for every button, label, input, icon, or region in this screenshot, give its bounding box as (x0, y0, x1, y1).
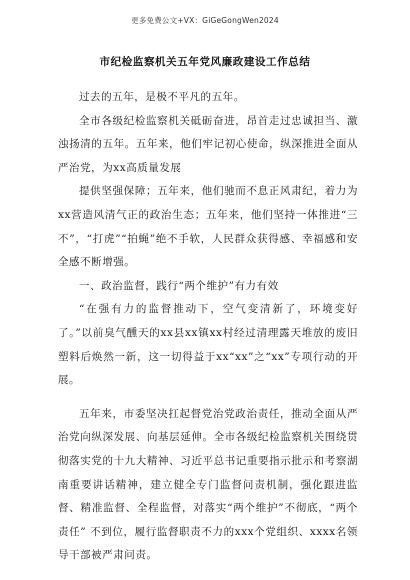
document-title: 市纪检监察机关五年党风廉政建设工作总结 (99, 56, 311, 68)
header-note: 更多免费公文+VX：GiGeGongWen2024 (131, 16, 279, 25)
paragraph-accountability: 五年来，市委坚决扛起督党治党政治责任，推动全面从严治党向纵深发展、向基层延伸。全市各级纪检监察机关围绕贯彻落实党的十九大精神、习近平总书记重要指示批示和考察湖南重要讲话精神，建立健全专门监督问责机制，强化跟进监督、精准监督、全程监督，对落实“两个维护”不彻底，“两个责任” 不到位，履行监督职责不力的xxx个党组织、xxxx名领导干部被严肃问责。 (58, 407, 358, 562)
paragraph-intro: 过去的五年，是极不平凡的五年。 (79, 91, 245, 103)
document-body (58, 86, 358, 568)
paragraph-five-years: 全市各级纪检监察机关砥砺奋进，昂首走过忠诚担当、激浊扬清的五年。五年来，他们牢记初心使命，纵深推进全面从严治党，为xx高质量发展 (58, 114, 358, 174)
section-heading-political-supervision: 一、政治监督，践行“两个维护”有力有效 (79, 279, 279, 292)
paragraph-quote: “在强有力的监督推动下，空气变清新了，环境变好了。”以前臭气醺天的xx县xx镇xx村经过清理露天堆放的废旧塑料后焕然一新，这一切得益于xx“xx”之“xx”专项行动的开展。 (58, 303, 358, 387)
paragraph-guarantee: 提供坚强保障；五年来，他们驰而不息正风肃纪，着力为xx营造风清气正的政治生态；五年来，他们坚持一体推进“三不”，“打虎”“拍蝇”绝不手软，人民群众获得感、幸福感和安全感不断增强。 (58, 185, 358, 269)
paragraph-gap (58, 393, 358, 403)
